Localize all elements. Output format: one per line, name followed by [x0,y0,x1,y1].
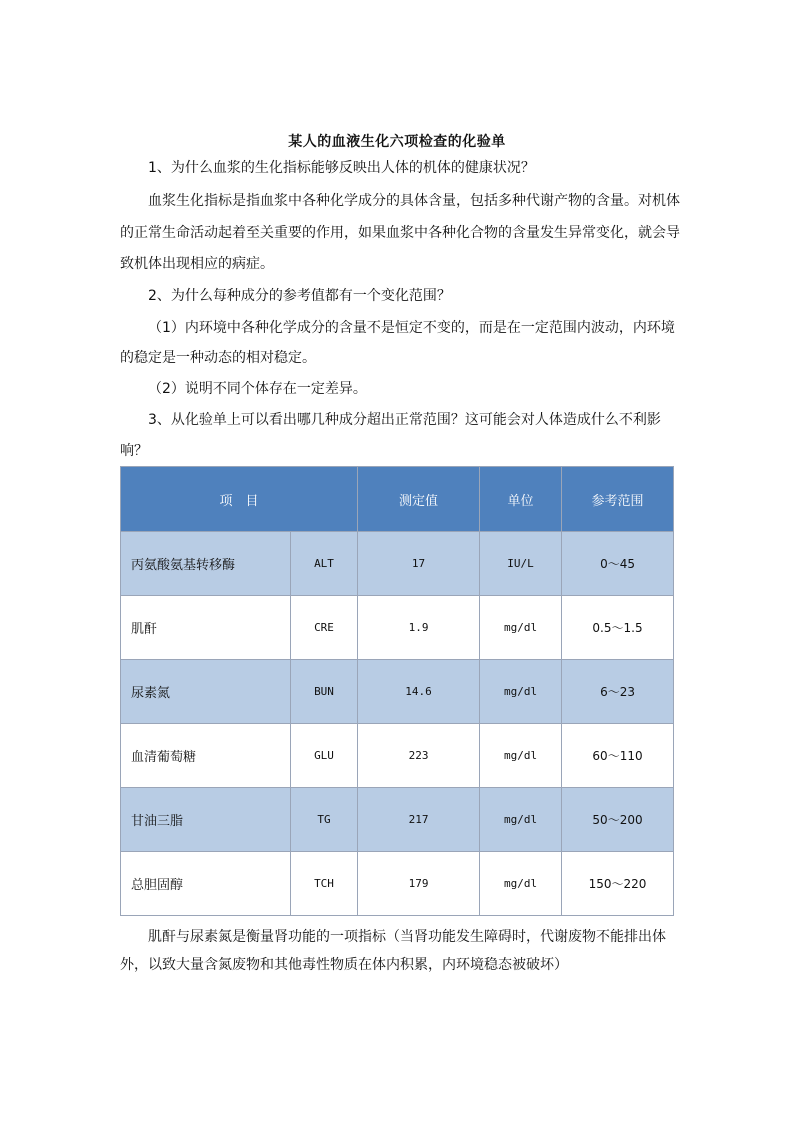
footer-line-2: 外，以致大量含氮废物和其他毒性物质在体内积累，内环境稳态被破坏） [120,957,568,973]
question-2: 2、为什么每种成分的参考值都有一个变化范围？ [148,288,451,304]
header-ref: 参考范围 [562,467,674,532]
row-unit: mg/dl [480,788,562,852]
row-ref: 50～200 [562,788,674,852]
answer-2-line-3: （2）说明不同个体存在一定差异。 [148,381,367,397]
answer-2-line-2: 的稳定是一种动态的相对稳定。 [120,350,316,366]
row-name: 丙氨酸氨基转移酶 [121,532,291,596]
question-3-line-2: 响？ [120,443,148,459]
row-ref: 150～220 [562,852,674,916]
header-unit: 单位 [480,467,562,532]
row-name: 总胆固醇 [121,852,291,916]
row-code: CRE [291,596,358,660]
row-ref: 60～110 [562,724,674,788]
row-value: 217 [358,788,480,852]
answer-2-line-1: （1）内环境中各种化学成分的含量不是恒定不变的，而是在一定范围内波动，内环境 [148,320,675,336]
header-value: 测定值 [358,467,480,532]
row-value: 14.6 [358,660,480,724]
table-row [121,596,674,660]
row-code: BUN [291,660,358,724]
row-unit: mg/dl [480,660,562,724]
row-ref: 6～23 [562,660,674,724]
row-unit: mg/dl [480,852,562,916]
page-title: 某人的血液生化六项检查的化验单 [288,134,506,150]
table-row [121,852,674,916]
row-code: TG [291,788,358,852]
table-row [121,532,674,596]
row-ref: 0.5～1.5 [562,596,674,660]
answer-1-line-3: 致机体出现相应的病症。 [120,256,274,272]
row-name: 肌酐 [121,596,291,660]
row-value: 1.9 [358,596,480,660]
question-3-line-1: 3、从化验单上可以看出哪几种成分超出正常范围？这可能会对人体造成什么不利影 [148,412,661,428]
table-row [121,660,674,724]
table-row [121,724,674,788]
lab-results-table [120,466,674,916]
row-value: 223 [358,724,480,788]
answer-1-line-1: 血浆生化指标是指血浆中各种化学成分的具体含量，包括多种代谢产物的含量。对机体 [148,193,680,209]
row-unit: IU/L [480,532,562,596]
table-header-row [121,467,674,532]
row-code: TCH [291,852,358,916]
row-ref: 0～45 [562,532,674,596]
answer-1-line-2: 的正常生命活动起着至关重要的作用，如果血浆中各种化合物的含量发生异常变化，就会导 [120,225,680,241]
row-name: 尿素氮 [121,660,291,724]
footer-line-1: 肌酐与尿素氮是衡量肾功能的一项指标（当肾功能发生障碍时，代谢废物不能排出体 [148,929,666,945]
row-code: ALT [291,532,358,596]
row-name: 血清葡萄糖 [121,724,291,788]
row-value: 17 [358,532,480,596]
table-row [121,788,674,852]
row-value: 179 [358,852,480,916]
row-unit: mg/dl [480,724,562,788]
row-unit: mg/dl [480,596,562,660]
question-1: 1、为什么血浆的生化指标能够反映出人体的机体的健康状况？ [148,160,535,176]
row-name: 甘油三脂 [121,788,291,852]
row-code: GLU [291,724,358,788]
header-item: 项 目 [121,467,358,532]
